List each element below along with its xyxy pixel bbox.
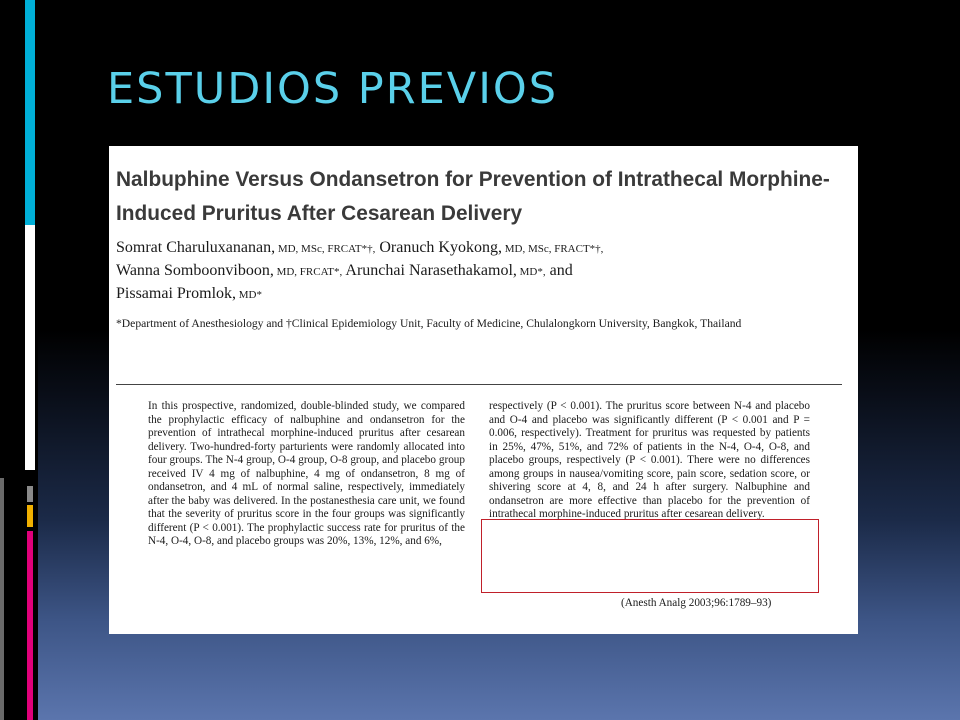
abstract-right-column: respectively (P < 0.001). The pruritus score between N-4 and placebo and O-4 and placebo was significantly different (P < 0.001 and P = 0.006, respectively). Treatment for pruritus was requested by patients in 25%, 47%, 51%, and 72% of patients in the N-4, O-4, O-8, and placebo groups, respectively (P < 0.001). There were no differences among groups in nausea/vomiting score, pain score, sedation score, or shivering score at 4, 8, and 24 h after surgery. Nalbuphine and ondansetron are more effective than placebo for the prevention of intrathecal morphine-induced pruritus after cesarean delivery. (489, 400, 810, 520)
accent-bar-cyan (25, 0, 35, 225)
citation: (Anesth Analg 2003;96:1789–93) (621, 597, 772, 609)
divider-rule (116, 384, 842, 385)
accent-bar-gray-small (0, 478, 4, 720)
affiliation: *Department of Anesthesiology and †Clinical Epidemiology Unit, Faculty of Medicine, Chulalongkorn University, Bangkok, Thailand (116, 317, 742, 330)
accent-bar-white (25, 225, 35, 470)
author-3: Wanna Somboonviboon, MD, FRCAT*, (116, 262, 343, 279)
accent-bar-yellow (27, 505, 33, 527)
paper-title: Nalbuphine Versus Ondansetron for Prevention of Intrathecal Morphine-Induced Pruritus After Cesarean Delivery (116, 167, 830, 225)
author-2: Oranuch Kyokong, MD, MSc, FRACT*†, (379, 239, 604, 256)
abstract-left-column: In this prospective, randomized, double-blinded study, we compared the prophylactic efficacy of nalbuphine and ondansetron for the prevention of intrathecal morphine-induced pruritus after cesarean delivery. Two-hundred-forty parturients were randomly allocated into four groups. The N-4 group, O-4 group, O-8 group, and placebo group received IV 4 mg of nalbuphine, 4 mg of ondansetron, 8 mg of ondansetron, and 4 mL of normal saline, respectively, immediately after the baby was delivered. In the postanesthesia care unit, we found that the severity of pruritus score in the four groups was significantly different (P < 0.001). The prophylactic success rate for pruritus of the N-4, O-4, O-8, and placebo groups was 20%, 13%, 12%, and 6%, (148, 400, 465, 547)
author-1: Somrat Charuluxananan, MD, MSc, FRCAT*†, (116, 239, 376, 256)
author-list (116, 237, 856, 306)
accent-bar-gray (27, 486, 33, 502)
author-4: Arunchai Narasethakamol, MD*, and (345, 262, 573, 279)
author-5: Pissamai Promlok, MD* (116, 285, 262, 302)
accent-bar-magenta (27, 531, 33, 720)
article-screenshot (109, 146, 858, 634)
highlight-box (481, 519, 819, 593)
slide-title: ESTUDIOS PREVIOS (107, 64, 559, 114)
